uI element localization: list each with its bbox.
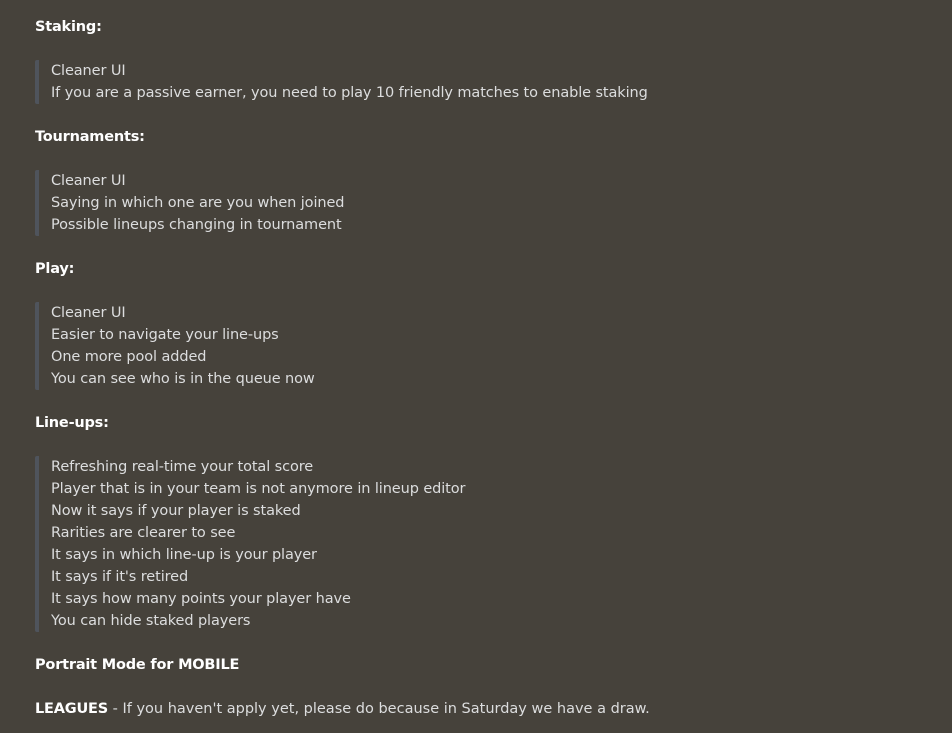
section-heading-tournaments: Tournaments: xyxy=(35,129,145,145)
list-item: One more pool added xyxy=(51,349,207,365)
list-item: It says how many points your player have xyxy=(51,591,351,607)
blockquote-staking xyxy=(35,60,952,104)
portrait-mode-note xyxy=(35,654,952,676)
list-item: It says in which line-up is your player xyxy=(51,547,317,563)
section-heading-lineups: Line-ups: xyxy=(35,415,109,431)
portrait-mode-text: Portrait Mode for MOBILE xyxy=(35,657,240,673)
list-item: Possible lineups changing in tournament xyxy=(51,217,342,233)
list-item: You can hide staked players xyxy=(51,613,251,629)
list-item: Cleaner UI xyxy=(51,173,126,189)
list-item: Easier to navigate your line-ups xyxy=(51,327,279,343)
leagues-note xyxy=(35,698,952,720)
blockquote-lineups xyxy=(35,456,952,632)
section-heading-staking: Staking: xyxy=(35,19,102,35)
list-item: Cleaner UI xyxy=(51,63,126,79)
list-item: Cleaner UI xyxy=(51,305,126,321)
leagues-label: LEAGUES xyxy=(35,701,108,717)
list-item: If you are a passive earner, you need to play 10 friendly matches to enable staking xyxy=(51,85,648,101)
list-item: Player that is in your team is not anymore in lineup editor xyxy=(51,481,466,497)
blockquote-tournaments xyxy=(35,170,952,236)
list-item: Rarities are clearer to see xyxy=(51,525,236,541)
list-item: Refreshing real-time your total score xyxy=(51,459,314,475)
list-item: Now it says if your player is staked xyxy=(51,503,301,519)
section-heading-play: Play: xyxy=(35,261,75,277)
leagues-text: - If you haven't apply yet, please do because in Saturday we have a draw. xyxy=(108,701,650,717)
list-item: You can see who is in the queue now xyxy=(51,371,315,387)
list-item: Saying in which one are you when joined xyxy=(51,195,345,211)
blockquote-play xyxy=(35,302,952,390)
list-item: It says if it's retired xyxy=(51,569,189,585)
